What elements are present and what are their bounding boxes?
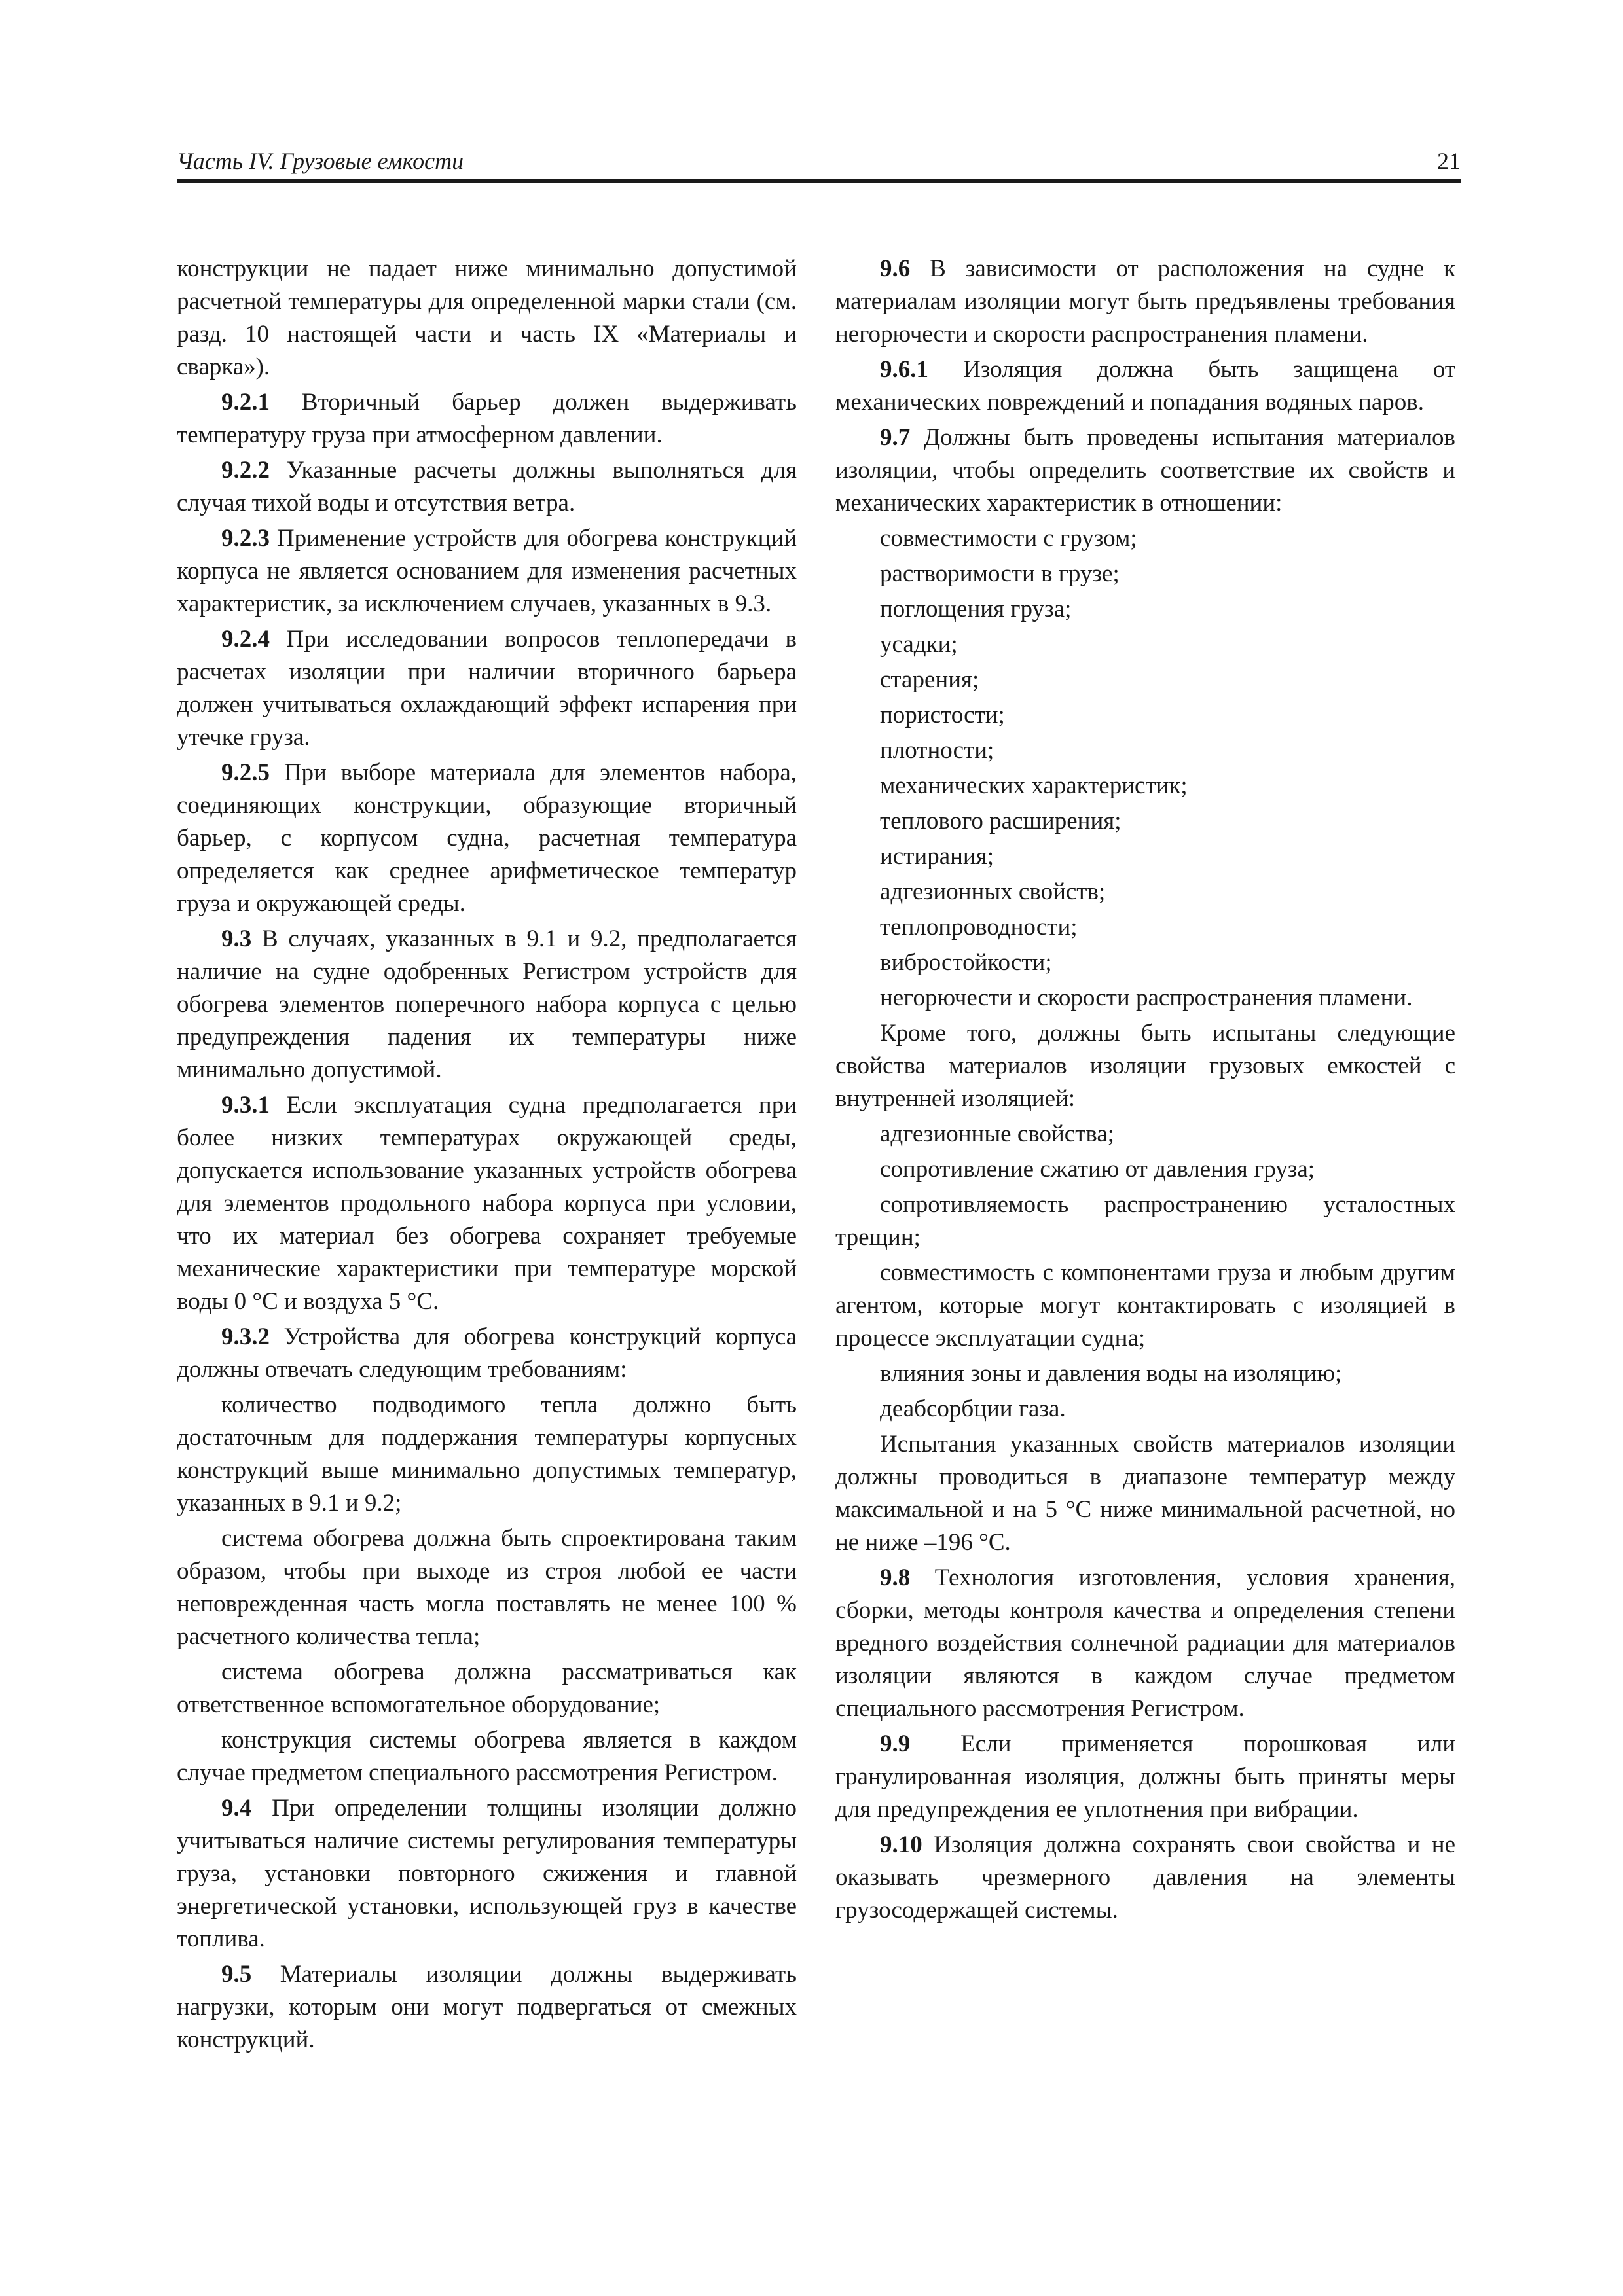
- list-item-text: совместимость с компонентами груза и любым другим агентом, которые могут контактировать с изоляцией в процессе эксплуатации судна;: [835, 1259, 1455, 1352]
- section-number: 9.2.5: [221, 759, 270, 786]
- paragraph: [835, 1562, 1455, 1725]
- list-item-text: истирания;: [880, 843, 994, 870]
- list-item: [835, 699, 1455, 732]
- paragraph-text: Вторичный барьер должен выдерживать температуру груза при атмосферном давлении.: [177, 389, 797, 448]
- paragraph: [835, 422, 1455, 520]
- list-item-text: усадки;: [880, 631, 958, 658]
- list-item-text: теплопроводности;: [880, 914, 1078, 941]
- paragraph: [835, 253, 1455, 351]
- list-item: [177, 1724, 797, 1789]
- paragraph-text: При определении толщины изоляции должно учитываться наличие системы регулирования температуры груза, установки повторного сжижения и главной энергетической установки, использующей груз в качестве топлива.: [177, 1795, 797, 1952]
- paragraph-text: Если эксплуатация судна предполагается при более низких температурах окружающей среды, допускается использование указанных устройств обогрева для элементов продольного набора корпуса при условии, что их материал без обогрева сохраняет требуемые механические характеристики при температуре морской воды 0 °C и воздуха 5 °C.: [177, 1092, 797, 1315]
- paragraph-text: конструкция системы обогрева является в каждом случае предметом специального рассмотрения Регистром.: [177, 1727, 797, 1786]
- paragraph-text: Устройства для обогрева конструкций корпуса должны отвечать следующим требованиям:: [177, 1323, 797, 1383]
- list-item-text: старения;: [880, 666, 979, 693]
- section-number: 9.6.1: [880, 356, 928, 383]
- paragraph: [177, 1321, 797, 1386]
- section-number: 9.10: [880, 1831, 922, 1858]
- list-item: [835, 1357, 1455, 1390]
- paragraph-text: Указанные расчеты должны выполняться для случая тихой воды и отсутствия ветра.: [177, 457, 797, 516]
- paragraph: [177, 623, 797, 754]
- paragraph: [835, 1428, 1455, 1559]
- paragraph: [177, 1958, 797, 2056]
- section-number: 9.3.1: [221, 1092, 270, 1119]
- list-item-text: влияния зоны и давления воды на изоляцию;: [880, 1360, 1342, 1387]
- section-number: 9.2.2: [221, 457, 270, 484]
- paragraph-text: Изоляция должна сохранять свои свойства и не оказывать чрезмерного давления на элементы грузосодержащей системы.: [835, 1831, 1456, 1924]
- paragraph: [835, 353, 1455, 419]
- right-column: [835, 253, 1455, 1929]
- section-number: 9.3: [221, 925, 252, 952]
- list-item-text: негорючести и скорости распространения пламени.: [880, 984, 1413, 1011]
- paragraph-text: система обогрева должна рассматриваться как ответственное вспомогательное оборудование;: [177, 1659, 797, 1718]
- section-number: 9.2.4: [221, 626, 270, 653]
- paragraph: [835, 1728, 1455, 1826]
- list-item: [835, 664, 1455, 696]
- section-number: 9.2.3: [221, 525, 270, 552]
- paragraph: [177, 386, 797, 452]
- paragraph: [177, 454, 797, 520]
- paragraph: [835, 1017, 1455, 1115]
- section-number: 9.2.1: [221, 389, 270, 416]
- paragraph-text: Применение устройств для обогрева конструкций корпуса не является основанием для изменения расчетных характеристик, за исключением случаев, указанных в 9.3.: [177, 525, 797, 617]
- list-item: [835, 840, 1455, 873]
- list-item: [177, 1522, 797, 1653]
- paragraph-text: конструкции не падает ниже минимально допустимой расчетной температуры для определенной марки стали (см. разд. 10 настоящей части и часть IX «Материалы и сварка»).: [177, 255, 797, 380]
- section-number: 9.9: [880, 1731, 911, 1757]
- section-number: 9.8: [880, 1564, 911, 1591]
- list-item: [835, 1257, 1455, 1355]
- paragraph-text: количество подводимого тепла должно быть достаточным для поддержания температуры корпусных конструкций выше минимально допустимых температур, указанных в 9.1 и 9.2;: [177, 1391, 797, 1516]
- paragraph: [177, 1089, 797, 1318]
- list-item-text: плотности;: [880, 737, 994, 764]
- paragraph: [177, 253, 797, 384]
- paragraph-text: При выборе материала для элементов набора, соединяющих конструкции, образующие вторичный барьер, с корпусом судна, расчетная температура определяется как среднее арифметическое температур груза и окружающей среды.: [177, 759, 797, 917]
- list-item: [835, 770, 1455, 802]
- list-item-text: сопротивляемость распространению усталостных трещин;: [835, 1191, 1455, 1251]
- paragraph-text: В зависимости от расположения на судне к материалам изоляции могут быть предъявлены требования негорючести и скорости распространения пламени.: [835, 255, 1455, 348]
- list-item-text: деабсорбции газа.: [880, 1395, 1066, 1422]
- paragraph-text: Изоляция должна быть защищена от механических повреждений и попадания водяных паров.: [835, 356, 1455, 416]
- section-number: 9.4: [221, 1795, 252, 1821]
- list-item: [835, 1189, 1455, 1254]
- list-item-text: сопротивление сжатию от давления груза;: [880, 1156, 1315, 1183]
- left-column: [177, 253, 797, 2059]
- paragraph-text: При исследовании вопросов теплопередачи в расчетах изоляции при наличии вторичного барьера должен учитываться охлаждающий эффект испарения при утечке груза.: [177, 626, 797, 751]
- list-item: [835, 522, 1455, 555]
- paragraph: [835, 1829, 1455, 1927]
- list-item: [835, 1153, 1455, 1186]
- list-item: [835, 982, 1455, 1014]
- list-item-text: растворимости в грузе;: [880, 560, 1120, 587]
- list-item: [835, 911, 1455, 944]
- list-item: [835, 805, 1455, 838]
- list-item: [835, 1393, 1455, 1426]
- list-item: [835, 946, 1455, 979]
- paragraph-text: В случаях, указанных в 9.1 и 9.2, предполагается наличие на судне одобренных Регистром устройств для обогрева элементов поперечного набора корпуса с целью предупреждения падения их температуры ниже минимально допустимой.: [177, 925, 797, 1083]
- paragraph: [177, 1792, 797, 1956]
- section-number: 9.3.2: [221, 1323, 270, 1350]
- running-header: [177, 143, 1461, 183]
- paragraph-text: Если применяется порошковая или гранулированная изоляция, должны быть приняты меры для предупреждения ее уплотнения при вибрации.: [835, 1731, 1455, 1823]
- section-number: 9.5: [221, 1961, 252, 1988]
- running-title: Часть IV. Грузовые емкости: [177, 148, 464, 174]
- section-number: 9.6: [880, 255, 911, 282]
- paragraph-text: система обогрева должна быть спроектирована таким образом, чтобы при выходе из строя любой ее части неповрежденная часть могла поставлять не менее 100 % расчетного количества тепла;: [177, 1525, 797, 1650]
- list-item: [835, 558, 1455, 590]
- page-number: 21: [1437, 148, 1461, 174]
- list-item-text: совместимости с грузом;: [880, 525, 1137, 552]
- list-item: [835, 1118, 1455, 1151]
- list-item: [177, 1389, 797, 1520]
- list-item: [177, 1656, 797, 1721]
- paragraph-text: Испытания указанных свойств материалов изоляции должны проводиться в диапазоне температур между максимальной и на 5 °C ниже минимальной расчетной, но не ниже –196 °C.: [835, 1431, 1455, 1556]
- list-item: [835, 593, 1455, 626]
- paragraph-text: Материалы изоляции должны выдерживать нагрузки, которым они могут подвергаться от смежных конструкций.: [177, 1961, 797, 2053]
- paragraph: [177, 522, 797, 620]
- list-item-text: теплового расширения;: [880, 808, 1122, 834]
- list-item: [835, 876, 1455, 908]
- list-item-text: поглощения груза;: [880, 596, 1072, 622]
- paragraph-text: Технология изготовления, условия хранения, сборки, методы контроля качества и определения степени вредного воздействия солнечной радиации для материалов изоляции являются в каждом случае предметом специального рассмотрения Регистром.: [835, 1564, 1455, 1722]
- list-item-text: адгезионных свойств;: [880, 878, 1106, 905]
- list-item-text: пористости;: [880, 702, 1005, 728]
- list-item-text: механических характеристик;: [880, 772, 1188, 799]
- list-item-text: адгезионные свойства;: [880, 1121, 1115, 1147]
- paragraph: [177, 757, 797, 920]
- list-item: [835, 734, 1455, 767]
- paragraph-text: Кроме того, должны быть испытаны следующие свойства материалов изоляции грузовых емкостей с внутренней изоляцией:: [835, 1020, 1455, 1112]
- list-item: [835, 628, 1455, 661]
- section-number: 9.7: [880, 424, 911, 451]
- paragraph: [177, 923, 797, 1086]
- paragraph-text: Должны быть проведены испытания материалов изоляции, чтобы определить соответствие их свойств и механических характеристик в отношении:: [835, 424, 1456, 516]
- list-item-text: вибростойкости;: [880, 949, 1052, 976]
